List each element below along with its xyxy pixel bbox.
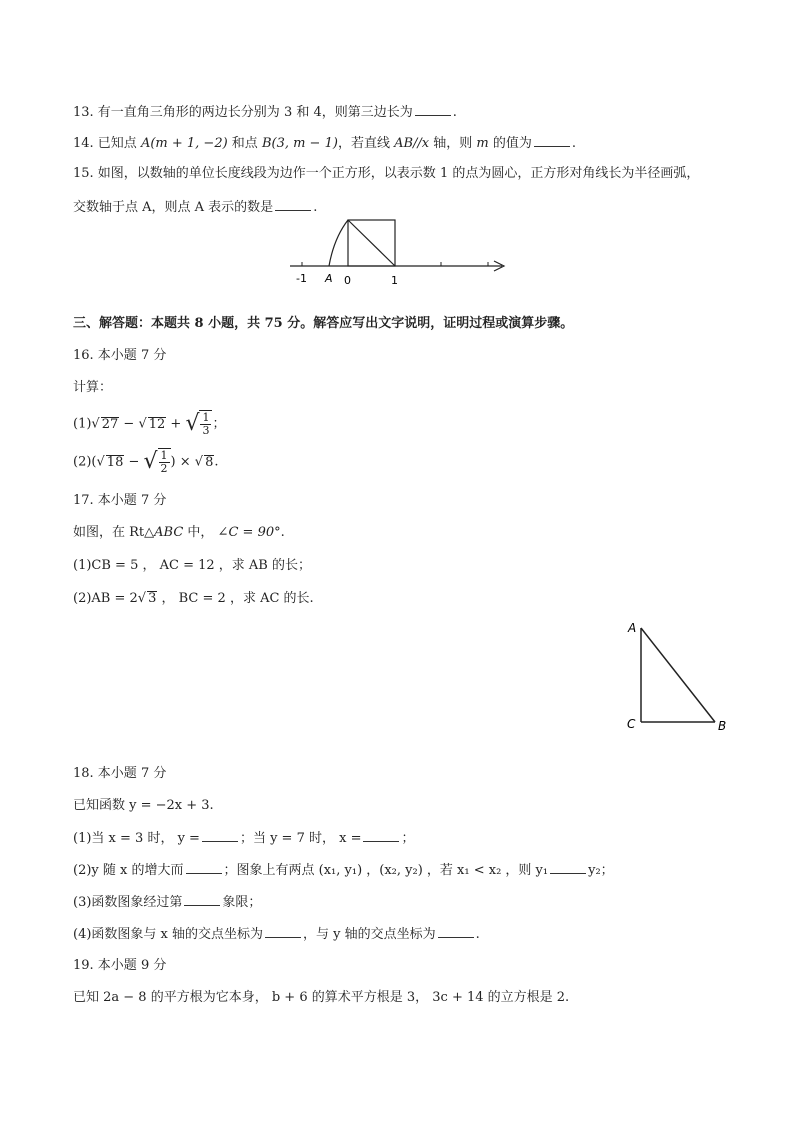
answer-blank: [438, 925, 474, 938]
q16-part2: (2)(√ 18 − √ $\frac{1}{2}$ ) × √ 8.: [73, 449, 219, 475]
answer-blank: [184, 893, 220, 906]
sqrt-fraction: [199, 410, 212, 438]
numerator: 1: [160, 449, 168, 462]
vertex-c-label: C: [627, 717, 636, 731]
answer-blank: [265, 925, 301, 938]
q14-end: .: [571, 136, 576, 151]
part-label: (1): [73, 416, 92, 432]
q18-p4-a: (4)函数图象与 x 轴的交点坐标为: [73, 927, 264, 942]
question-15-line1: 15. 如图，以数轴的单位长度线段为边作一个正方形，以表示数 1 的点为圆心，正方形对角线长为半径画弧，: [73, 166, 700, 181]
answer-blank: [202, 829, 238, 842]
q18-p1-c: ；: [401, 831, 415, 846]
point-a-expr: A(m + 1, −2): [140, 136, 228, 151]
q18-p4-c: .: [475, 927, 480, 942]
q17-head: 17. 本小题 7 分: [73, 493, 167, 508]
q18-p1-a: (1)当 x = 3 时， y =: [73, 831, 200, 846]
sqrt-fraction: [158, 448, 171, 476]
q14-text-a: 14. 已知点: [73, 136, 141, 151]
q17-p2-b: ， BC = 2 ，求 AC 的长.: [157, 591, 314, 606]
denominator: 3: [202, 424, 210, 437]
operator: −: [119, 416, 139, 432]
q19-text: 已知 2a − 8 的平方根为它本身， b + 6 的算术平方根是 3， 3c + 14 的立方根是 2.: [73, 990, 570, 1005]
q17-p2-a: (2)AB = 2: [73, 591, 138, 606]
q18-part3: [73, 893, 261, 912]
q14-text-e: 的值为: [488, 136, 532, 151]
q16-intro: 计算：: [73, 380, 113, 395]
radicand-18: 18: [106, 454, 124, 470]
part-label: (2)(: [73, 454, 97, 470]
angle-c: C = 90°: [228, 525, 281, 540]
vertex-a-label: A: [628, 621, 637, 635]
q15-text: 交数轴于点 A，则点 A 表示的数是: [73, 200, 274, 215]
square-diagonal: [348, 220, 395, 266]
answer-blank: [534, 134, 570, 147]
parallel-expr: AB//x: [394, 136, 430, 151]
q16-head: 16. 本小题 7 分: [73, 348, 167, 363]
q17-end: .: [280, 525, 285, 540]
q17-text-a: 如图，在 Rt△: [73, 525, 155, 540]
vertex-b-label: B: [718, 719, 727, 733]
q14-text-c: ，若直线: [337, 136, 395, 151]
q16-part1: (1)√ 27 − √ 12 + √ $\frac{1}{3}$ ；: [73, 411, 226, 437]
point-b-expr: B(3, m − 1): [261, 136, 338, 151]
q19-head: 19. 本小题 9 分: [73, 958, 167, 973]
label-1: 1: [391, 274, 398, 287]
q17-text-b: 中， ∠: [183, 525, 229, 540]
label-minus1: -1: [296, 272, 307, 285]
q18-p4-b: ，与 y 轴的交点坐标为: [303, 927, 436, 942]
radius-arc: [329, 220, 348, 266]
question-14: [73, 134, 576, 153]
label-a: A: [325, 272, 333, 285]
question-13: [73, 103, 457, 122]
part-end: ；: [212, 416, 226, 432]
q18-head: 18. 本小题 7 分: [73, 766, 167, 781]
radicand-3: 3: [148, 591, 157, 606]
q13-end: .: [452, 105, 457, 120]
q14-text-b: 和点: [227, 136, 262, 151]
triangle-name: ABC: [154, 525, 184, 540]
section-3-title: 三、解答题：本题共 8 小题，共 75 分。解答应写出文字说明，证明过程或演算步骤。: [73, 316, 574, 331]
q18-p2-b: ；图象上有两点 (x₁, y₁) ，(x₂, y₂) ，若 x₁ < x₂ ，则 y₁: [223, 863, 549, 878]
operator: −: [124, 454, 144, 470]
q17-part2: (2)AB = 2√ 3 ， BC = 2 ，求 AC 的长.: [73, 591, 314, 606]
q18-p3-b: 象限；: [222, 895, 262, 910]
answer-blank: [186, 861, 222, 874]
numerator: 1: [202, 411, 210, 424]
radicand-27: 27: [101, 416, 119, 432]
label-0: 0: [344, 274, 351, 287]
q18-p1-b: ；当 y = 7 时， x =: [239, 831, 362, 846]
number-line-figure: [280, 212, 515, 292]
q18-p3-a: (3)函数图象经过第: [73, 895, 183, 910]
operator: ) ×: [170, 454, 195, 470]
part-end: .: [214, 454, 219, 470]
q18-p2-c: y₂；: [588, 863, 614, 878]
right-triangle-figure: [622, 615, 737, 737]
q17-part1: (1)CB = 5 ， AC = 12 ，求 AB 的长；: [73, 558, 311, 573]
side-ab: [641, 628, 715, 722]
q14-text-d: 轴，则: [429, 136, 477, 151]
answer-blank: [550, 861, 586, 874]
denominator: 2: [160, 462, 168, 475]
q18-part2: [73, 861, 614, 880]
answer-blank: [415, 103, 451, 116]
q15-end: .: [313, 200, 318, 215]
q18-p2-a: (2)y 随 x 的增大而: [73, 863, 184, 878]
q18-part1: [73, 829, 415, 848]
q18-intro: 已知函数 y = −2x + 3.: [73, 798, 214, 813]
answer-blank: [275, 198, 311, 211]
q18-part4: [73, 925, 480, 944]
answer-blank: [363, 829, 399, 842]
radicand-12: 12: [148, 416, 166, 432]
m-var: m: [476, 136, 489, 151]
q13-text: 13. 有一直角三角形的两边长分别为 3 和 4，则第三边长为: [73, 105, 413, 120]
operator: +: [166, 416, 186, 432]
q17-intro: [73, 524, 285, 542]
radicand-8: 8: [205, 454, 214, 470]
